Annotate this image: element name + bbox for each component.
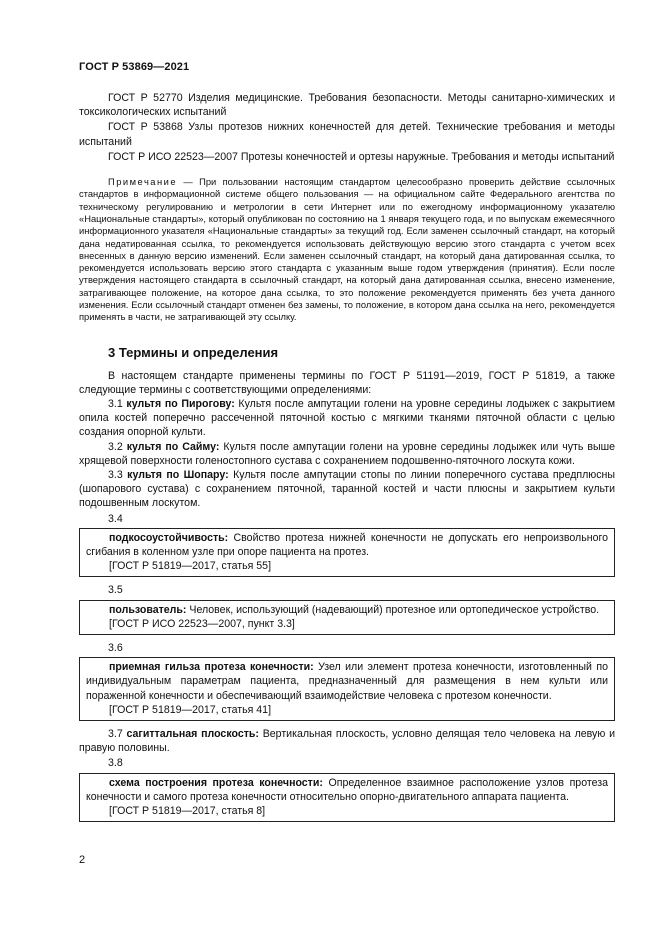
term-name: культя по Пирогову: <box>126 397 235 410</box>
term-definition: Узел или элемент протеза конечности, изготовленный по индивидуальным параметрам пациента, предназначенный для размещения в нем культи или пораженной конечности и обеспечивающий взаимодействие человека с протезом конечности. <box>86 661 608 702</box>
term-definition: Человек, использующий (надевающий) протезное или ортопедическое устройство. <box>186 603 600 616</box>
term-definition: Определенное взаимное расположение узлов протеза конечности и самого протеза конечности относительно опорно-двигательного аппарата пациента. <box>86 776 608 803</box>
term-source: [ГОСТ Р 51819—2017, статья 55] <box>109 560 272 573</box>
section-title: 3 Термины и определения <box>108 344 279 360</box>
term-3-8 <box>86 776 608 804</box>
term-source: [ГОСТ Р 51819—2017, статья 8] <box>109 805 266 818</box>
term-number: 3.7 <box>108 728 127 741</box>
reference-item: ГОСТ Р 53868 Узлы протезов нижних конечностей для детей. Технические требования и методы испытаний <box>79 121 615 148</box>
reference-item: ГОСТ Р ИСО 22523—2007 Протезы конечностей и ортезы наружные. Требования и методы испытаний <box>108 150 615 163</box>
term-source: [ГОСТ Р 51819—2017, статья 41] <box>109 703 272 716</box>
term-name: сагиттальная плоскость: <box>126 728 259 741</box>
term-3-6 <box>86 660 608 703</box>
term-number: 3.2 <box>108 440 127 453</box>
term-3-4 <box>86 531 608 559</box>
term-definition: Культя после ампутации голени на уровне середины лодыжек или чуть выше хрящевой поверхности голеностопного сустава с сохранением подошвенно-пяточного лоскута кожи. <box>79 440 615 467</box>
term-3-1 <box>79 397 615 440</box>
term-number: 3.8 <box>108 757 123 770</box>
term-definition: Свойство протеза нижней конечности не допускать его непроизвольного сгибания в коленном узле при опоре пациента на протез. <box>86 531 608 559</box>
page-content <box>79 91 615 828</box>
note-text: — При пользовании настоящим стандартом целесообразно проверить действие ссылочных стандартов в информационной системе общего пользования — на официальном сайте Федерального агентства по техническому регулированию и метрологии в сети Интернет или по ежегодному информационному указателю «Национальные стандарты», который опубликован по состоянию на 1 января текущего года, и по выпускам ежемесячного информационного указателя «Национальные стандарты» за текущий год. Если заменен ссылочный стандарт, на который дана недатированная ссылка, то рекомендуется использовать действующую версию этого стандарта с учетом всех внесенных в данную версию изменений. Если заменен ссылочный стандарт, на который дана датированная ссылка, то рекомендуется использовать версию этого стандарта с указанным выше годом утверждения (принятия). Если после утверждения настоящего стандарта в ссылочный стандарт, на который дана датированная ссылка, внесено изменение, затрагивающее положение, на которое дана ссылка, то это положение рекомендуется применять без учета данного изменения. Если ссылочный стандарт отменен без замены, то положение, в котором дана ссылка на него, рекомендуется применять в части, не затрагивающей эту ссылку. <box>79 177 615 323</box>
term-3-7 <box>79 727 615 755</box>
term-box-3-5 <box>79 600 615 635</box>
term-3-2 <box>79 440 615 468</box>
term-number: 3.4 <box>108 512 123 525</box>
term-number: 3.5 <box>108 584 123 597</box>
note-paragraph <box>79 176 615 324</box>
page-number: 2 <box>79 854 86 866</box>
document-header: ГОСТ Р 53869—2021 <box>79 61 190 73</box>
term-name: культя по Сайму: <box>126 440 220 453</box>
term-name: культя по Шопару: <box>127 469 229 481</box>
section-intro: В настоящем стандарте применены термины по ГОСТ Р 51191—2019, ГОСТ Р 51819, а также следующие термины с соответствующими определениями: <box>79 369 615 396</box>
term-name: схема построения протеза конечности: <box>109 776 323 789</box>
term-name: пользователь: <box>109 603 187 616</box>
term-3-5 <box>86 603 608 617</box>
term-number: 3.1 <box>108 397 127 410</box>
term-definition: Культя после ампутации стопы по линии поперечного сустава предплюсны (шопарового сустава) с сохранением пяточной, таранной костей и части плюсны и закрытием культи подошвенным лоскутом. <box>79 469 616 510</box>
term-definition: Вертикальная плоскость, условно делящая тело человека на левую и правую половины. <box>79 728 615 755</box>
term-name: подкосоустойчивость: <box>109 531 229 544</box>
term-name: приемная гильза протеза конечности: <box>109 661 314 674</box>
term-number: 3.3 <box>108 469 128 481</box>
term-box-3-4 <box>79 528 615 578</box>
term-source: [ГОСТ Р ИСО 22523—2007, пункт 3.3] <box>109 617 295 630</box>
term-box-3-8 <box>79 773 615 823</box>
term-box-3-6 <box>79 657 615 721</box>
term-3-3 <box>79 468 615 511</box>
note-label: Примечание <box>108 177 178 188</box>
reference-item: ГОСТ Р 52770 Изделия медицинские. Требования безопасности. Методы санитарно-химических и токсикологических испытаний <box>79 92 615 119</box>
term-number: 3.6 <box>108 642 123 655</box>
term-definition: Культя после ампутации голени на уровне середины лодыжек с закрытием опила костей поперечно рассеченной пяточной костью с мягкими тканями пяточной области с целью создания опорной культи. <box>79 397 615 439</box>
